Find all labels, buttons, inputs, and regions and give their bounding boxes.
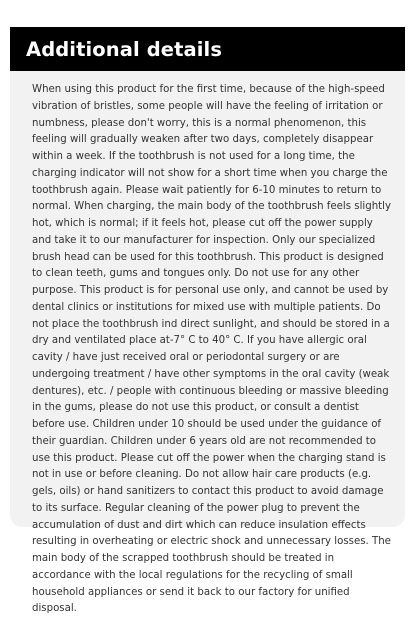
section-header	[10, 27, 405, 71]
details-card	[10, 27, 405, 615]
section-title: Additional details	[26, 37, 223, 61]
details-paragraph: When using this product for the first time, because of the high-speed vibration of bristles, some people will have the feeling of irritation or numbness, please don't worry, this is a normal phenomenon, this feeling will gradually weaken after two days, completely disappear within a week. If the toothbrush is not used for a long time, the charging indicator will not show for a short time when you charge the toothbrush again. Please wait patiently for 6-10 minutes to return to normal. When charging, the main body of the toothbrush feels slightly hot, which is normal; if it feels hot, please cut off the power supply and take it to our manufacturer for inspection. Only our specialized brush head can be used for this toothbrush. This product is designed to clean teeth, gums and tongues only. Do not use for any other purpose. This product is for personal use only, and cannot be used by dental clinics or institutions for mixed use with multiple patients. Do not place the toothbrush ind direct sunlight, and should be stored in a dry and ventilated place at-7° C to 40° C. If you have allergic oral cavity / have just received oral or periodontal surgery or are undergoing treatment / have other symptoms in the oral cavity (weak dentures), etc. / people with continuous bleeding or massive bleeding in the gums, please do not use this product, or consult a dentist before use. Children under 10 should be used under the guidance of their guardian. Children under 6 years old are not recommended to use this product. Please cut off the power when the charging stand is not in use or before cleaning. Do not allow hair care products (e.g. gels, oils) or hand sanitizers to contact this product to avoid damage to its surface. Regular cleaning of the power plug to prevent the accumulation of dust and dirt which can reduce insulation effects resulting in overheating or electric shock and unnecessary losses. The main body of the scrapped toothbrush should be treated in accordance with the local regulations for the recycling of small household appliances or send it back to our factory for unified disposal.	[32, 84, 392, 615]
